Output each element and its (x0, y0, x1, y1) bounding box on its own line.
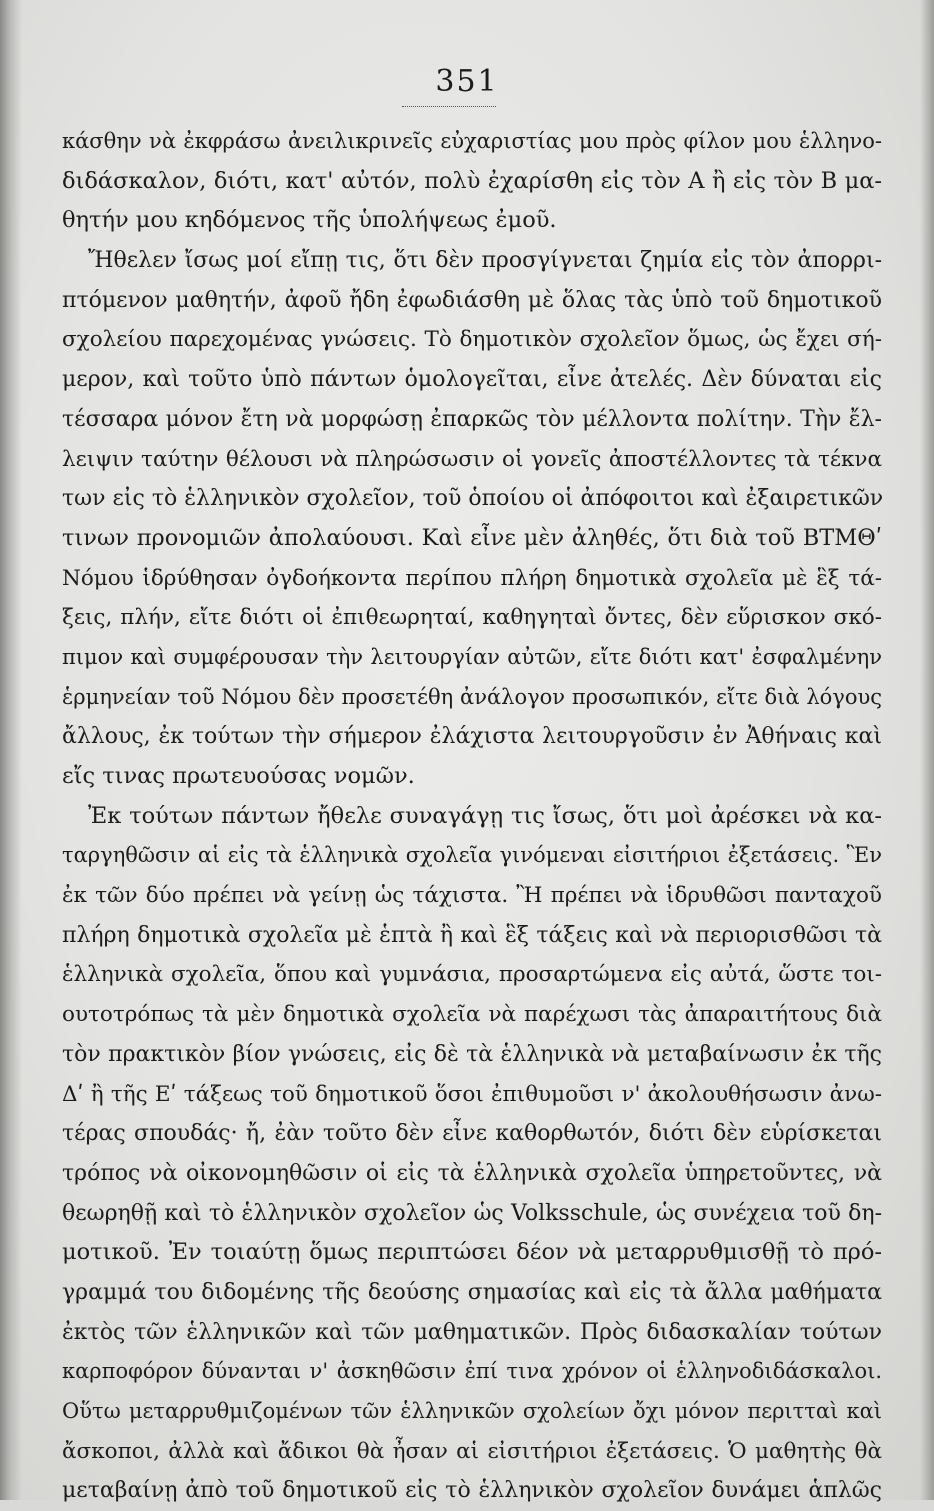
text-line: σχολείου παρεχομένας γνώσεις. Τὸ δημοτικὸν σχολεῖον ὅμως, ὡς ἔχει σή- (62, 327, 882, 353)
text-line: ξεις, πλήν, εἴτε διότι οἱ ἐπιθεωρηταί, καθηγηταὶ ὄντες, δὲν εὕρισκον σκό- (62, 605, 882, 631)
text-line: τέσσαρα μόνον ἔτη νὰ μορφώσῃ ἐπαρκῶς τὸν μέλλοντα πολίτην. Τὴν ἔλ- (62, 406, 882, 432)
text-line: πιμον καὶ συμφέρουσαν τὴν λειτουργίαν αὐτῶν, εἴτε διότι κατ' ἐσφαλμένην (62, 644, 882, 669)
text-line: τέρας σπουδάς· ἤ, ἐὰν τοῦτο δὲν εἶνε καθορθωτόν, διότι δὲν εὑρίσκεται (62, 1121, 882, 1147)
text-line: ἐκτὸς τῶν ἑλληνικῶν καὶ τῶν μαθηματικῶν. Πρὸς διδασκαλίαν τούτων (62, 1319, 882, 1345)
text-line: ἑρμηνείαν τοῦ Νόμου δὲν προσετέθη ἀνάλογον προσωπικόν, εἴτε διὰ λόγους (62, 684, 882, 709)
text-line: θητήν μου κηδόμενος τῆς ὑπολήψεως ἐμοῦ. (62, 207, 557, 234)
text-line: εἴς τινας πρωτευούσας νομῶν. (62, 763, 415, 789)
text-line: ἄσκοποι, ἀλλὰ καὶ ἄδικοι θὰ ἦσαν αἱ εἰσιτήριοι ἐξετάσεις. Ὁ μαθητὴς θὰ (62, 1438, 882, 1464)
text-line: πλήρη δημοτικὰ σχολεῖα μὲ ἑπτὰ ἢ καὶ ἓξ τάξεις καὶ νὰ περιορισθῶσι τὰ (62, 922, 882, 948)
text-line: κάσθην νὰ ἐκφράσω ἀνειλικρινεῖς εὐχαριστίας μου πρὸς φίλον μου ἑλληνο- (62, 129, 882, 153)
page-number-rule (402, 106, 496, 107)
text-line: μερον, καὶ τοῦτο ὑπὸ πάντων ὁμολογεῖται, εἶνε ἀτελές. Δὲν δύναται εἰς (62, 367, 882, 393)
text-line: ἐκ τῶν δύο πρέπει νὰ γείνῃ ὡς τάχιστα. Ἢ πρέπει νὰ ἱδρυθῶσι πανταχοῦ (62, 883, 882, 909)
text-line: Ἐκ τούτων πάντων ἤθελε συναγάγῃ τις ἴσως, ὅτι μοὶ ἀρέσκει νὰ κα- (88, 802, 882, 829)
page-edge-shadow (920, 0, 934, 1500)
text-line: τρόπος νὰ οἰκονομηθῶσιν οἱ εἰς τὰ ἑλληνικὰ σχολεῖα ὑπηρετοῦντες, νὰ (62, 1160, 882, 1186)
text-line: πτόμενον μαθητήν, ἀφοῦ ἤδη ἐφωδιάσθη μὲ ὅλας τὰς ὑπὸ τοῦ δημοτικοῦ (62, 287, 882, 313)
text-line: ταργηθῶσιν αἱ εἰς τὰ ἑλληνικὰ σχολεῖα γινόμεναι εἰσιτήριοι ἐξετάσεις. Ἓν (62, 843, 882, 868)
body-text (62, 122, 882, 1511)
text-line: γραμμά του διδομένης τῆς δεούσης σημασίας καὶ εἰς τὰ ἄλλα μαθήματα (62, 1279, 882, 1305)
text-line: ουτοτρόπως τὰ μὲν δημοτικὰ σχολεῖα νὰ παρέχωσι τὰς ἀπαραιτήτους διὰ (62, 1002, 882, 1028)
text-line: διδάσκαλον, διότι, κατ' αὐτόν, πολὺ ἐχαρίσθη εἰς τὸν Α ἢ εἰς τὸν Β μα- (62, 167, 882, 194)
text-line: καρποφόρον δύνανται ν' ἀσκηθῶσιν ἐπί τινα χρόνον οἱ ἑλληνοδιδάσκαλοι. (62, 1359, 882, 1384)
text-line: τὸν πρακτικὸν βίον γνώσεις, εἰς δὲ τὰ ἑλληνικὰ νὰ μεταβαίνωσιν ἐκ τῆς (62, 1041, 882, 1067)
text-line: θεωρηθῇ καὶ τὸ ἑλληνικὸν σχολεῖον ὡς Volksschule, ὡς συνέχεια τοῦ δη- (62, 1200, 882, 1226)
page-number: 351 (435, 64, 499, 99)
text-line: ἑλληνικὰ σχολεῖα, ὅπου καὶ γυμνάσια, προσαρτώμενα εἰς αὐτά, ὥστε τοι- (62, 962, 882, 988)
text-line: λειψιν ταύτην θέλουσι νὰ πληρώσωσιν οἱ γονεῖς ἀποστέλλοντες τὰ τέκνα (62, 446, 882, 472)
text-line: μοτικοῦ. Ἐν τοιαύτῃ ὅμως περιπτώσει δέον νὰ μεταρρυθμισθῇ τὸ πρό- (62, 1239, 882, 1266)
text-line: τινων προνομιῶν ἀπολαύουσι. Καὶ εἶνε μὲν ἀληθές, ὅτι διὰ τοῦ ΒΤΜΘʹ (62, 524, 882, 551)
text-line: Ἤθελεν ἴσως μοί εἴπῃ τις, ὅτι δὲν προσγίγνεται ζημία εἰς τὸν ἀπορρι- (88, 248, 882, 274)
text-line: Οὕτω μεταρρυθμιζομένων τῶν ἑλληνικῶν σχολείων ὄχι μόνον περιτταὶ καὶ (62, 1399, 882, 1423)
text-line: ἄλλους, ἐκ τούτων τὴν σήμερον ἐλάχιστα λειτουργοῦσιν ἐν Ἀθήναις καὶ (62, 724, 882, 750)
text-line: Δʹ ἢ τῆς Εʹ τάξεως τοῦ δημοτικοῦ ὅσοι ἐπιθυμοῦσι ν' ἀκολουθήσωσιν ἀνω- (62, 1081, 882, 1107)
text-line: Νόμου ἱδρύθησαν ὀγδοήκοντα περίπου πλήρη δημοτικὰ σχολεῖα μὲ ἓξ τά- (62, 565, 882, 591)
text-line: των εἰς τὸ ἑλληνικὸν σχολεῖον, τοῦ ὁποίου οἱ ἀπόφοιτοι καὶ ἐξαιρετικῶν (62, 486, 884, 512)
book-spine-shadow (0, 0, 22, 1500)
text-line: μεταβαίνῃ ἀπὸ τοῦ δημοτικοῦ εἰς τὸ ἑλληνικὸν σχολεῖον δυνάμει ἁπλῶς (62, 1478, 882, 1504)
